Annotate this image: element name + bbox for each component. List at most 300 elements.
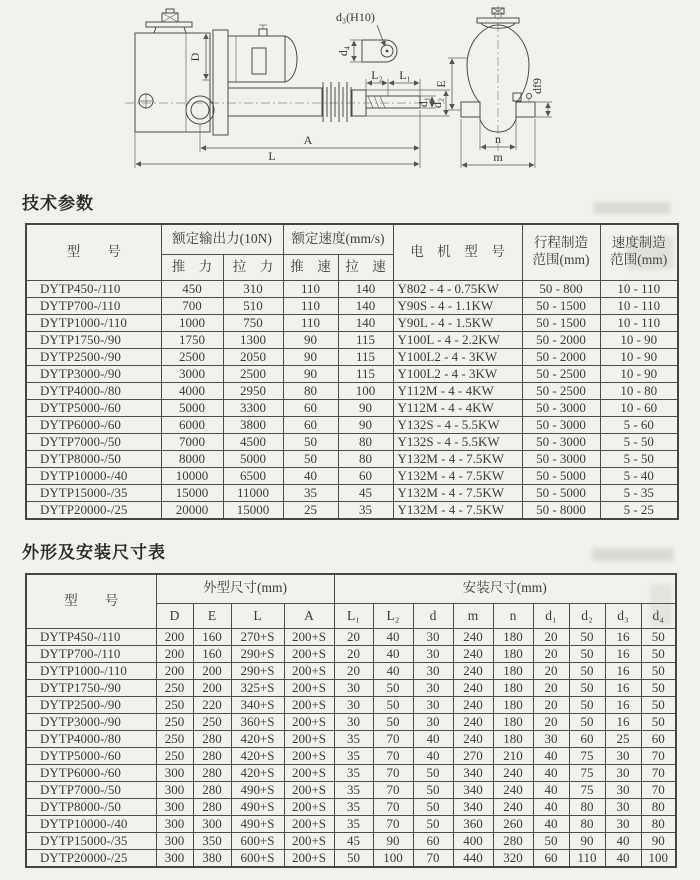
table-cell: 30 (413, 646, 453, 663)
table-cell: 300 (193, 816, 231, 833)
table-cell: 50 (569, 629, 605, 646)
table-cell: 80 (338, 433, 393, 450)
table-row (26, 714, 676, 731)
table-cell: 180 (493, 731, 533, 748)
table-cell: 300 (156, 816, 193, 833)
table-cell: 10 - 110 (600, 280, 678, 297)
table-cell: 280 (193, 765, 231, 782)
table-cell: 30 (413, 629, 453, 646)
dim-label-n: n (495, 132, 501, 146)
table-cell: 100 (373, 850, 413, 868)
table-cell: 240 (493, 799, 533, 816)
table-cell: 35 (334, 782, 373, 799)
table-cell: 70 (373, 782, 413, 799)
table-cell: 240 (453, 714, 493, 731)
table-cell: 30 (334, 714, 373, 731)
table-cell: 16 (605, 680, 641, 697)
table-cell: 380 (193, 850, 231, 868)
table-cell: 280 (493, 833, 533, 850)
table-cell: 50 (413, 816, 453, 833)
col-header-push-speed: 推 速 (283, 254, 338, 280)
table-cell: 20 (533, 663, 569, 680)
table-row (26, 680, 676, 697)
table-cell: 240 (453, 663, 493, 680)
table-cell: Y100L2 - 4 - 3KW (393, 365, 522, 382)
table-row (26, 782, 676, 799)
table-cell: 40 (413, 731, 453, 748)
table-cell: 80 (641, 799, 676, 816)
table-cell: 30 (413, 714, 453, 731)
table-cell: 40 (605, 850, 641, 868)
table-cell: 140 (338, 314, 393, 331)
table-cell: Y802 - 4 - 0.75KW (393, 280, 522, 297)
table-cell: 16 (605, 663, 641, 680)
section-title-dimensions: 外形及安装尺寸表 (22, 542, 166, 562)
table-cell: 250 (156, 748, 193, 765)
table-cell: 180 (493, 663, 533, 680)
table-cell: Y132M - 4 - 7.5KW (393, 467, 522, 484)
table-cell: 50 (569, 680, 605, 697)
table-cell: 16 (605, 629, 641, 646)
table-cell: 320 (493, 850, 533, 868)
table-cell: 280 (193, 799, 231, 816)
col-header-m: m (453, 604, 493, 629)
table-cell: Y90S - 4 - 1.1KW (393, 297, 522, 314)
col-header-rated-speed: 额定速度(mm/s) (283, 224, 393, 254)
table-cell: 300 (156, 782, 193, 799)
col-header-push-force: 推 力 (161, 254, 223, 280)
table-cell: 90 (338, 399, 393, 416)
table-cell: DYTP10000-/40 (26, 816, 156, 833)
bleed-through-smudge (592, 548, 674, 561)
table-cell: DYTP7000-/50 (26, 782, 156, 799)
table-row (26, 467, 678, 484)
table-cell: 2500 (223, 365, 283, 382)
table-cell: 80 (569, 816, 605, 833)
table-cell: 5000 (223, 450, 283, 467)
table-cell: 340 (453, 782, 493, 799)
table-cell: 240 (453, 697, 493, 714)
table-cell: 70 (373, 765, 413, 782)
table-cell: 340 (453, 799, 493, 816)
table-cell: DYTP15000-/35 (26, 833, 156, 850)
table-cell: 290+S (231, 646, 284, 663)
table-cell: 10 - 90 (600, 331, 678, 348)
table-cell: 400 (453, 833, 493, 850)
table-cell: 110 (283, 280, 338, 297)
table-cell: 4000 (161, 382, 223, 399)
table-cell: 16 (605, 714, 641, 731)
table-cell: DYTP450-/110 (26, 280, 161, 297)
table-cell: 310 (223, 280, 283, 297)
table-cell: 50 (569, 714, 605, 731)
table-cell: 110 (283, 314, 338, 331)
table-cell: 250 (193, 714, 231, 731)
table-cell: 50 - 2000 (522, 348, 600, 365)
table-cell: 4500 (223, 433, 283, 450)
table-cell: 50 (373, 680, 413, 697)
table-cell: 200+S (284, 646, 334, 663)
table-cell: 20 (533, 646, 569, 663)
table-cell: 70 (373, 748, 413, 765)
table-cell: 50 (373, 714, 413, 731)
col-header-d3: d₃ (605, 604, 641, 629)
table-cell: 140 (338, 297, 393, 314)
table-cell: DYTP4000-/80 (26, 382, 161, 399)
table-cell: 20 (334, 646, 373, 663)
table-cell: 110 (569, 850, 605, 868)
table-cell: 10 - 60 (600, 399, 678, 416)
table-cell: 180 (493, 714, 533, 731)
table-cell: 440 (453, 850, 493, 868)
bleed-through-smudge (627, 236, 673, 270)
table-cell: 70 (641, 782, 676, 799)
table-cell: 350 (193, 833, 231, 850)
table-cell: 115 (338, 331, 393, 348)
table-cell: 200+S (284, 850, 334, 868)
table-cell: 200+S (284, 663, 334, 680)
dim-label-d1: d₁ (416, 96, 430, 108)
table-row (26, 663, 676, 680)
table-cell: 20 (533, 714, 569, 731)
table-cell: 40 (533, 799, 569, 816)
table-cell: 50 (373, 697, 413, 714)
table-cell: Y100L2 - 4 - 3KW (393, 348, 522, 365)
table-cell: Y100L - 4 - 2.2KW (393, 331, 522, 348)
col-header-model: 型 号 (26, 574, 156, 629)
table-cell: 20 (334, 629, 373, 646)
table-cell: 20 (533, 629, 569, 646)
table-cell: 420+S (231, 765, 284, 782)
table-cell: 420+S (231, 731, 284, 748)
table-cell: 50 (641, 629, 676, 646)
table-row (26, 399, 678, 416)
table-cell: 40 (283, 467, 338, 484)
table-cell: 250 (156, 680, 193, 697)
table-cell: 70 (413, 850, 453, 868)
table-cell: 260 (493, 816, 533, 833)
table-cell: 5 - 25 (600, 501, 678, 519)
table-cell: 40 (373, 629, 413, 646)
table-cell: Y132S - 4 - 5.5KW (393, 416, 522, 433)
table-cell: Y132S - 4 - 5.5KW (393, 433, 522, 450)
table-cell: 490+S (231, 799, 284, 816)
table-cell: 200+S (284, 748, 334, 765)
table-cell: 600+S (231, 833, 284, 850)
table-cell: 600+S (231, 850, 284, 868)
col-header-E: E (193, 604, 231, 629)
col-header-pull-force: 拉 力 (223, 254, 283, 280)
table-row (26, 433, 678, 450)
table-cell: 75 (569, 782, 605, 799)
table-cell: 50 - 5000 (522, 484, 600, 501)
col-header-D: D (156, 604, 193, 629)
table-cell: 340+S (231, 697, 284, 714)
table-row (26, 348, 678, 365)
col-header-stroke-range (522, 224, 600, 280)
table-cell: 50 (641, 646, 676, 663)
col-header-outline-dims: 外型尺寸(mm) (156, 574, 334, 604)
table-cell: 360 (453, 816, 493, 833)
table-row (26, 382, 678, 399)
table-cell: 20000 (161, 501, 223, 519)
table-cell: 25 (605, 731, 641, 748)
table-cell: 300 (156, 765, 193, 782)
table-cell: 16 (605, 697, 641, 714)
table-cell: 50 (641, 714, 676, 731)
tech-params-table (25, 223, 679, 520)
table-cell: 250 (156, 697, 193, 714)
table-cell: 7000 (161, 433, 223, 450)
table-cell: DYTP1000-/110 (26, 663, 156, 680)
table-cell: 90 (641, 833, 676, 850)
table-cell: 60 (283, 399, 338, 416)
col-header-pull-speed: 拉 速 (338, 254, 393, 280)
table-cell: 30 (334, 680, 373, 697)
table-cell: 50 (641, 680, 676, 697)
table-cell: 200+S (284, 816, 334, 833)
table-cell: Y90L - 4 - 1.5KW (393, 314, 522, 331)
table-cell: Y132M - 4 - 7.5KW (393, 450, 522, 467)
col-header-install-dims: 安装尺寸(mm) (334, 574, 676, 604)
table-cell: DYTP2500-/90 (26, 697, 156, 714)
table-cell: 100 (338, 382, 393, 399)
table-cell: 90 (283, 365, 338, 382)
table-cell: 200+S (284, 629, 334, 646)
table-cell: 50 (641, 663, 676, 680)
table-cell: DYTP1750-/90 (26, 680, 156, 697)
table-cell: 35 (334, 748, 373, 765)
table-cell: 180 (493, 646, 533, 663)
table-cell: Y112M - 4 - 4KW (393, 399, 522, 416)
table-row (26, 816, 676, 833)
technical-drawing (0, 0, 700, 183)
table-cell: 40 (413, 748, 453, 765)
dim-label-E: E (434, 80, 448, 88)
dim-label-L2: L₂ (371, 68, 383, 82)
table-cell: 60 (641, 731, 676, 748)
table-cell: 510 (223, 297, 283, 314)
table-cell: 40 (373, 663, 413, 680)
table-row (26, 280, 678, 297)
table-cell: 60 (283, 416, 338, 433)
table-cell: Y132M - 4 - 7.5KW (393, 501, 522, 519)
table-cell: 50 (569, 697, 605, 714)
table-cell: 50 - 3000 (522, 416, 600, 433)
table-row (26, 697, 676, 714)
table-cell: 25 (283, 501, 338, 519)
table-cell: 100 (641, 850, 676, 868)
table-cell: 180 (493, 629, 533, 646)
col-header-motor-model: 电 机 型 号 (393, 224, 522, 280)
table-cell: 200+S (284, 765, 334, 782)
table-cell: 30 (413, 680, 453, 697)
col-header-d2: d₂ (569, 604, 605, 629)
table-cell: 3000 (161, 365, 223, 382)
table-cell: 3800 (223, 416, 283, 433)
table-cell: 50 - 3000 (522, 399, 600, 416)
table-cell: 35 (334, 731, 373, 748)
table-cell: 180 (493, 680, 533, 697)
table-cell: 50 (569, 663, 605, 680)
table-cell: 750 (223, 314, 283, 331)
table-cell: 90 (373, 833, 413, 850)
table-cell: DYTP15000-/35 (26, 484, 161, 501)
table-cell: 30 (413, 697, 453, 714)
table-cell: 10 - 80 (600, 382, 678, 399)
table-cell: 420+S (231, 748, 284, 765)
table-cell: 270 (453, 748, 493, 765)
table-cell: 50 - 2500 (522, 382, 600, 399)
table-row (26, 450, 678, 467)
table-cell: 270+S (231, 629, 284, 646)
dim-label-df9: df9 (530, 78, 544, 94)
table-row (26, 297, 678, 314)
table-cell: Y112M - 4 - 4KW (393, 382, 522, 399)
table-cell: 30 (413, 663, 453, 680)
table-cell: 240 (493, 782, 533, 799)
table-cell: DYTP8000-/50 (26, 450, 161, 467)
table-cell: 1750 (161, 331, 223, 348)
table-cell: 240 (493, 765, 533, 782)
table-cell: DYTP4000-/80 (26, 731, 156, 748)
table-cell: 290+S (231, 663, 284, 680)
table-cell: 5 - 35 (600, 484, 678, 501)
table-cell: 8000 (161, 450, 223, 467)
table-cell: 60 (569, 731, 605, 748)
table-row (26, 365, 678, 382)
table-cell: 10000 (161, 467, 223, 484)
table-cell: 140 (338, 280, 393, 297)
table-cell: 60 (338, 467, 393, 484)
table-cell: 50 - 5000 (522, 467, 600, 484)
table-cell: DYTP700-/110 (26, 646, 156, 663)
table-cell: 40 (533, 748, 569, 765)
table-cell: 50 - 3000 (522, 450, 600, 467)
table-cell: 50 - 3000 (522, 433, 600, 450)
table-cell: DYTP6000-/60 (26, 416, 161, 433)
table-cell: 35 (283, 484, 338, 501)
table-cell: 2500 (161, 348, 223, 365)
table-cell: 90 (283, 331, 338, 348)
table-cell: 300 (156, 799, 193, 816)
table-row (26, 314, 678, 331)
table-cell: 700 (161, 297, 223, 314)
table-row (26, 748, 676, 765)
dim-label-d4: d₄ (336, 45, 350, 57)
table-cell: 200+S (284, 731, 334, 748)
table-cell: 30 (605, 748, 641, 765)
table-cell: 360+S (231, 714, 284, 731)
table-cell: 200 (193, 680, 231, 697)
table-cell: 50 - 1500 (522, 314, 600, 331)
table-row (26, 629, 676, 646)
col-header-model: 型 号 (26, 224, 161, 280)
bleed-through-smudge (594, 202, 670, 214)
table-cell: 6000 (161, 416, 223, 433)
table-cell: 30 (605, 816, 641, 833)
table-row (26, 731, 676, 748)
table-cell: 5 - 60 (600, 416, 678, 433)
table-cell: 50 (533, 833, 569, 850)
table-cell: 70 (373, 816, 413, 833)
table-cell: 40 (533, 765, 569, 782)
col-header-d: d (413, 604, 453, 629)
col-header-L2: L₂ (373, 604, 413, 629)
table-cell: DYTP10000-/40 (26, 467, 161, 484)
table-cell: 30 (605, 782, 641, 799)
speed-range-line1: 速度制造 (611, 235, 666, 251)
col-header-d4: d₄ (641, 604, 676, 629)
col-header-L1: L₁ (334, 604, 373, 629)
table-cell: 5000 (161, 399, 223, 416)
table-cell: 300 (156, 850, 193, 868)
table-cell: 90 (283, 348, 338, 365)
table-row (26, 331, 678, 348)
table-cell: 180 (493, 697, 533, 714)
col-header-d1: d₁ (533, 604, 569, 629)
table-cell: DYTP5000-/60 (26, 748, 156, 765)
actuator-side-view (125, 9, 450, 168)
table-cell: 80 (641, 816, 676, 833)
table-cell: 60 (533, 850, 569, 868)
table-cell: DYTP3000-/90 (26, 714, 156, 731)
speed-range-line2: 范围(mm) (610, 252, 668, 268)
table-cell: 490+S (231, 816, 284, 833)
table-cell: 6500 (223, 467, 283, 484)
table-cell: 160 (193, 646, 231, 663)
table-cell: 200+S (284, 799, 334, 816)
table-cell: 50 (283, 450, 338, 467)
col-header-n: n (493, 604, 533, 629)
table-cell: 50 (569, 646, 605, 663)
table-cell: 50 - 2000 (522, 331, 600, 348)
table-cell: DYTP6000-/60 (26, 765, 156, 782)
table-cell: 340 (453, 765, 493, 782)
table-cell: 450 (161, 280, 223, 297)
table-cell: 2950 (223, 382, 283, 399)
table-cell: 80 (569, 799, 605, 816)
table-row (26, 799, 676, 816)
table-cell: 50 - 2500 (522, 365, 600, 382)
table-cell: 220 (193, 697, 231, 714)
table-cell: 50 (413, 799, 453, 816)
table-cell: 200+S (284, 714, 334, 731)
table-cell: 200+S (284, 833, 334, 850)
table-cell: 30 (533, 731, 569, 748)
table-cell: DYTP1750-/90 (26, 331, 161, 348)
table-cell: 5 - 50 (600, 433, 678, 450)
table-cell: 300 (156, 833, 193, 850)
table-cell: 490+S (231, 782, 284, 799)
table-cell: 240 (453, 731, 493, 748)
bleed-through-smudge (650, 584, 672, 626)
dim-label-D: D (188, 52, 202, 62)
table-cell: 30 (605, 765, 641, 782)
dim-label-d3: d₃(H10) (336, 10, 375, 24)
table-cell: 10 - 110 (600, 297, 678, 314)
table-row (26, 416, 678, 433)
table-cell: 280 (193, 782, 231, 799)
table-cell: DYTP2500-/90 (26, 348, 161, 365)
table-row (26, 850, 676, 868)
table-cell: DYTP3000-/90 (26, 365, 161, 382)
table-cell: 200+S (284, 680, 334, 697)
table-cell: 35 (338, 501, 393, 519)
table-cell: 50 (334, 850, 373, 868)
table-cell: 20 (533, 697, 569, 714)
section-title-tech-params: 技术参数 (22, 194, 94, 213)
